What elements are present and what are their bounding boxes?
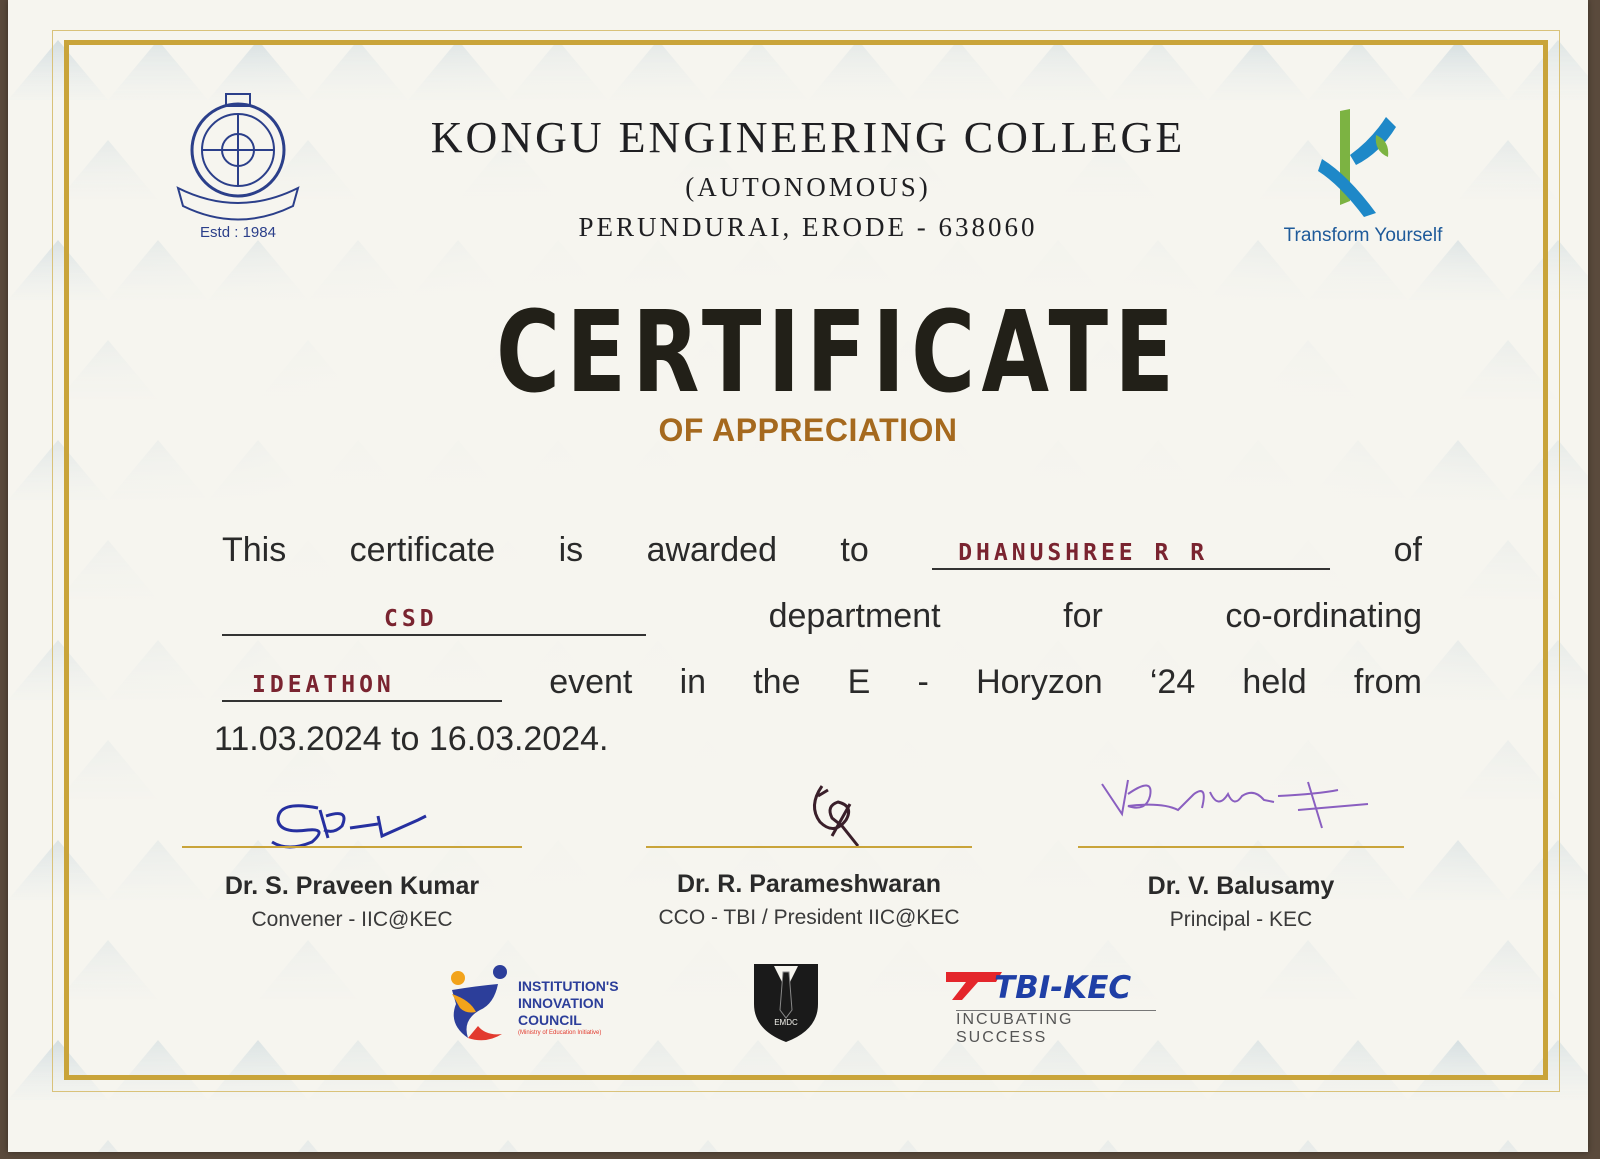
signatory-name-3: Dr. V. Balusamy	[1147, 872, 1335, 900]
word-certificate: certificate	[349, 531, 496, 569]
crest-emblem-icon	[168, 88, 308, 228]
event-dates: 11.03.2024 to 16.03.2024.	[214, 720, 609, 758]
signatory-role-1: Convener - IIC@KEC	[251, 908, 453, 931]
iic-logo	[446, 960, 646, 1050]
word-department: department	[768, 597, 941, 635]
college-name: KONGU ENGINEERING COLLEGE	[430, 113, 1186, 162]
iic-figure-icon	[446, 964, 514, 1044]
department-blank	[222, 594, 646, 636]
k-logo-icon	[1278, 105, 1448, 225]
word-awarded: awarded	[646, 531, 777, 569]
iic-line-3: COUNCIL	[518, 1012, 582, 1028]
word-this: This	[222, 531, 287, 569]
word-year: ‘24	[1149, 663, 1196, 701]
tagline: Transform Yourself	[1283, 225, 1443, 246]
signatory-role-3: Principal - KEC	[1169, 908, 1313, 931]
word-is: is	[558, 531, 584, 569]
signatory-role-2: CCO - TBI / President IIC@KEC	[658, 906, 960, 929]
signature-praveen-kumar	[258, 790, 448, 860]
body-line-1	[222, 522, 1422, 570]
college-crest	[168, 88, 308, 248]
certificate-subtitle: OF APPRECIATION	[658, 412, 958, 448]
word-the: the	[753, 663, 801, 701]
event-value: IDEATHON	[252, 672, 395, 698]
word-of: of	[1393, 531, 1422, 569]
emdc-logo	[750, 960, 822, 1044]
word-coordinating: co-ordinating	[1225, 597, 1422, 635]
word-e: E	[847, 663, 871, 701]
signatory-name-2: Dr. R. Parameshwaran	[676, 870, 941, 898]
estd-label: Estd : 1984	[200, 224, 276, 241]
tbi-tagline: INCUBATING SUCCESS	[956, 1010, 1156, 1047]
emdc-label: EMDC	[774, 1018, 798, 1027]
recipient-blank	[932, 528, 1330, 570]
recipient-name: DHANUSHREE R R	[958, 540, 1209, 566]
event-blank	[222, 660, 502, 702]
signature-line-2	[646, 846, 972, 848]
body-line-2	[222, 588, 1422, 636]
iic-line-1: INSTITUTION'S	[518, 978, 619, 994]
iic-line-2: INNOVATION	[518, 995, 604, 1011]
word-event: event	[549, 663, 633, 701]
iic-subtitle: (Ministry of Education Initiative)	[518, 1030, 602, 1036]
college-address: PERUNDURAI, ERODE - 638060	[578, 212, 1038, 242]
autonomous-label: (AUTONOMOUS)	[685, 172, 931, 202]
emdc-shield-icon	[750, 960, 822, 1044]
certificate-title: CERTIFICATE	[496, 288, 1181, 418]
transform-yourself-logo	[1278, 105, 1448, 255]
word-dash: -	[917, 663, 929, 701]
signature-parameshwaran	[798, 776, 878, 856]
word-from: from	[1353, 663, 1422, 701]
signatory-name-1: Dr. S. Praveen Kumar	[224, 872, 480, 900]
word-for: for	[1063, 597, 1103, 635]
signature-line-3	[1078, 846, 1404, 848]
word-held: held	[1242, 663, 1307, 701]
certificate-paper	[8, 0, 1588, 1152]
signature-balusamy	[1098, 774, 1378, 844]
signature-line-1	[182, 846, 522, 848]
word-to: to	[840, 531, 869, 569]
tbi-name: TBI-KEC	[994, 970, 1132, 1006]
body-line-3	[222, 654, 1422, 702]
word-in: in	[679, 663, 707, 701]
department-value: CSD	[384, 606, 438, 632]
word-horyzon: Horyzon	[976, 663, 1103, 701]
tbi-kec-logo	[944, 964, 1174, 1044]
